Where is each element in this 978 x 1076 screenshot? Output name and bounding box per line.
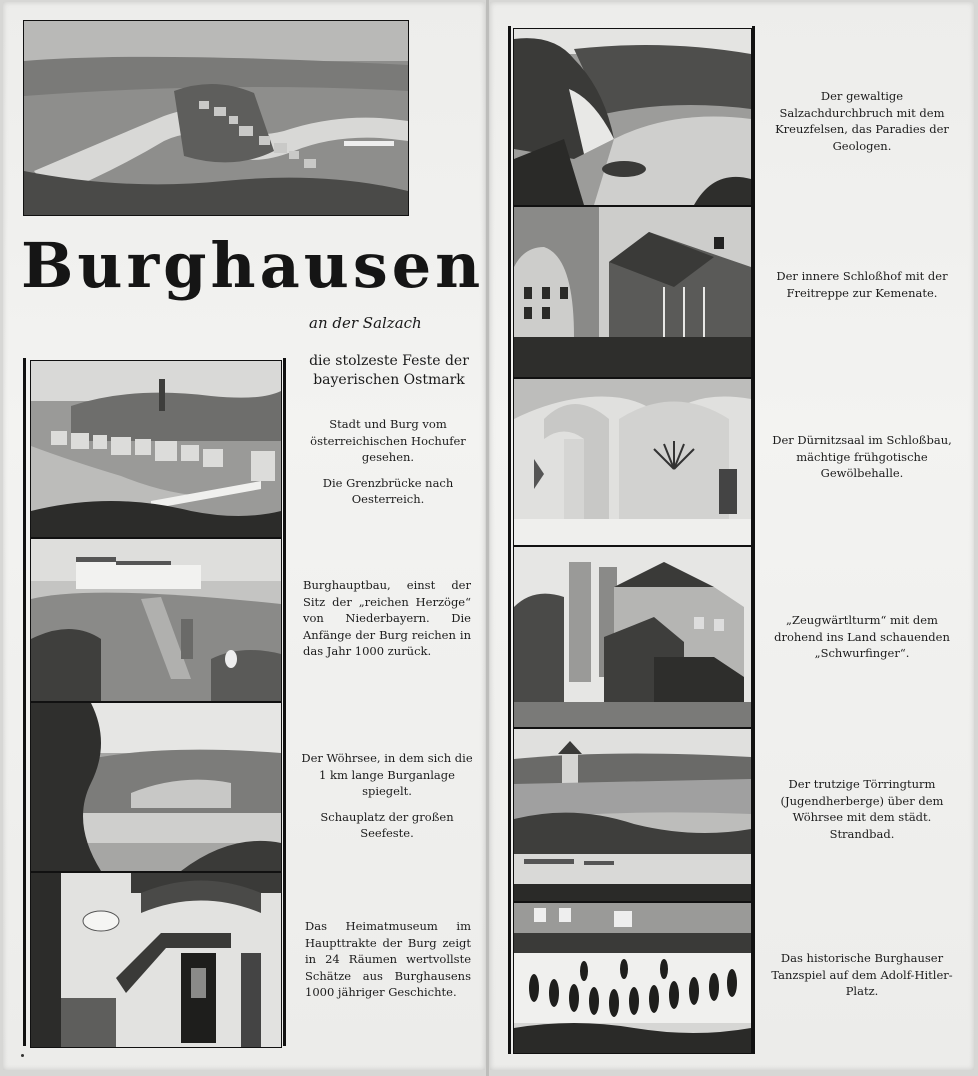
caption-text: Der Wöhrsee, in dem sich die 1 km lange Burganlage spiegelt. bbox=[301, 751, 473, 798]
center-fold bbox=[486, 0, 489, 1076]
caption-folk-dance bbox=[770, 950, 954, 1009]
aerial-photo bbox=[23, 20, 409, 216]
caption-text: Stadt und Burg vom österreichischen Hochufer gesehen. bbox=[310, 417, 466, 464]
caption-text: Schauplatz der großen Seefeste. bbox=[320, 809, 454, 840]
caption-salzach-gorge bbox=[768, 88, 956, 163]
vaulted-hall-photo bbox=[513, 378, 752, 546]
zeugwaertl-tower-photo bbox=[513, 546, 752, 728]
caption-toerring-tower bbox=[768, 776, 956, 851]
caption-text: Die Grenzbrücke nach Oesterreich. bbox=[322, 475, 454, 506]
salzach-gorge-photo bbox=[513, 28, 752, 206]
caption-text: Der trutzige Törringturm (Jugendherberge) über dem Wöhrsee mit dem städt. Strandbad. bbox=[780, 777, 944, 841]
brochure-right-panel bbox=[490, 2, 974, 1070]
brochure-tagline: die stolzeste Feste der bayerischen Ostmark bbox=[309, 353, 469, 388]
caption-text: Burghauptbau, einst der Sitz der „reichen Herzöge“ von Niederbayern. Die Anfänge der Burg reichen in das Jahr 1000 zurück. bbox=[303, 578, 471, 658]
toerring-tower-photo bbox=[513, 728, 752, 902]
castle-main-building-photo bbox=[30, 538, 282, 702]
photo-strip-border-left bbox=[23, 358, 26, 1046]
brochure-subtitle: an der Salzach bbox=[309, 314, 422, 332]
caption-text: Das Heimatmuseum im Haupttrakte der Burg zeigt in 24 Räumen wertvollste Schätze aus Burghausens 1000 jähriger Geschichte. bbox=[305, 919, 471, 999]
museum-interior-photo bbox=[30, 872, 282, 1048]
brochure-left-panel bbox=[3, 2, 485, 1070]
woehrsee-lake-photo bbox=[30, 702, 282, 872]
caption-town-and-castle bbox=[301, 416, 475, 517]
town-and-castle-photo bbox=[30, 360, 282, 538]
folk-dance-photo bbox=[513, 902, 752, 1054]
caption-museum bbox=[305, 918, 471, 1010]
photo-strip-border-right bbox=[752, 26, 755, 1054]
photo-strip-border-left bbox=[508, 26, 511, 1054]
caption-zeugwaertl-tower bbox=[768, 612, 956, 671]
page-mark bbox=[21, 1054, 24, 1057]
photo-strip-border-right bbox=[283, 358, 286, 1046]
inner-courtyard-photo bbox=[513, 206, 752, 378]
caption-text: Der Dürnitzsaal im Schloßbau, mächtige frühgotische Gewölbehalle. bbox=[772, 433, 952, 480]
caption-woehrsee bbox=[301, 750, 473, 851]
caption-castle-main-building bbox=[303, 577, 471, 669]
caption-inner-courtyard bbox=[772, 268, 952, 310]
caption-text: Das historische Burghauser Tanzspiel auf dem Adolf-Hitler-Platz. bbox=[771, 951, 953, 998]
caption-vaulted-hall bbox=[770, 432, 954, 491]
caption-text: Der gewaltige Salzachdurchbruch mit dem Kreuzfelsen, das Paradies der Geologen. bbox=[775, 89, 949, 153]
caption-text: „Zeugwärtlturm“ mit dem drohend ins Land schauenden „Schwurfinger“. bbox=[774, 613, 950, 660]
brochure-title: Burghausen bbox=[21, 229, 485, 302]
caption-text: Der innere Schloßhof mit der Freitreppe zur Kemenate. bbox=[776, 269, 948, 300]
